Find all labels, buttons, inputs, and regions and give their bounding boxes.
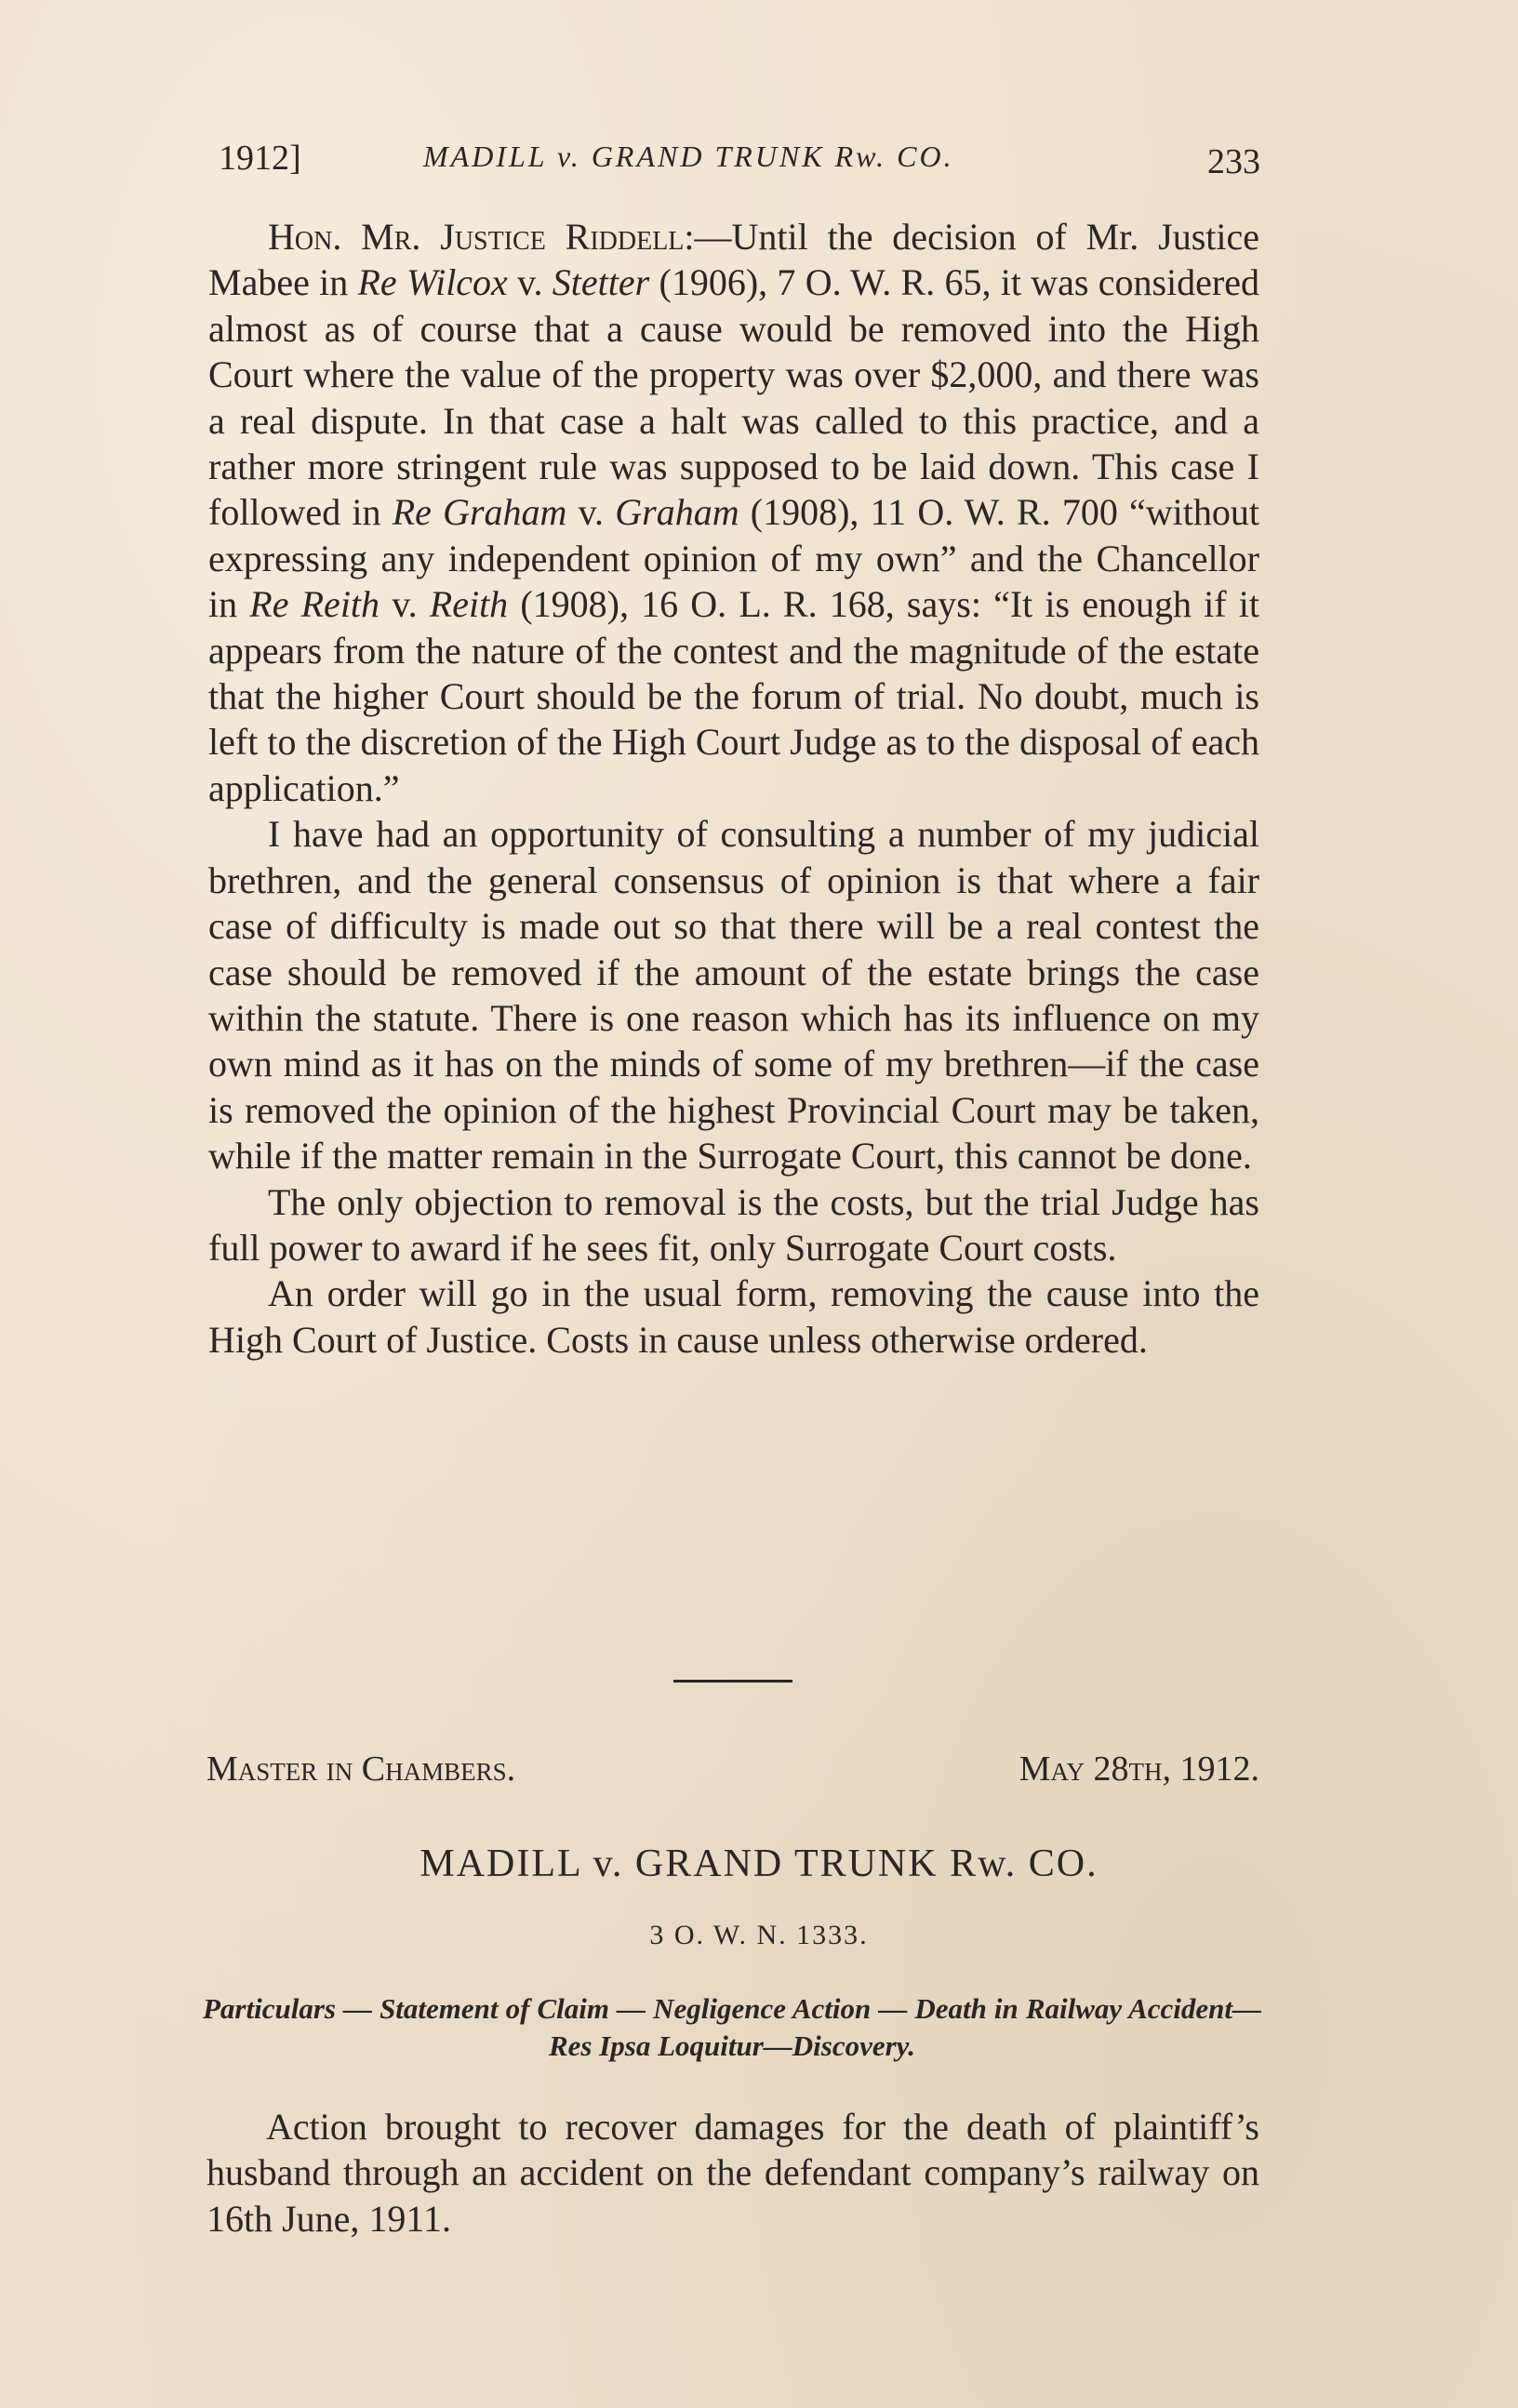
running-head-year: 1912] [219, 139, 301, 178]
headnote: Particulars — Statement of Claim — Negligence Action — Death in Railway Accident—Res Ipsa Loquitur—Discovery. [203, 1992, 1261, 2062]
opinion-paragraph-4: An order will go in the usual form, removing the cause into the High Court of Justice. Costs in cause unless otherwise ordered. [208, 1272, 1259, 1361]
running-head-title: MADILL v. GRAND TRUNK Rw. CO. [423, 140, 954, 173]
text-run: v. [566, 491, 616, 534]
case-name: Stetter [552, 261, 650, 304]
opinion-paragraph-2: I have had an opportunity of consulting a number of my judicial brethren, and the general consensus of opinion is that where a fair case of difficulty is made out so that there will be a real contest the case should be removed if the amount of the estate brings the case within the statute. There is one reason which has its influence on my own mind as it has on the minds of some of my brethren—if the case is removed the opinion of the highest Provincial Court may be taken, while if the matter remain in the Surrogate Court, this cannot be done. [208, 813, 1259, 1177]
case-name: Graham [615, 491, 739, 534]
opinion-paragraph-1 [208, 214, 1259, 811]
case-name: Re Reith [249, 583, 380, 626]
case-title: MADILL v. GRAND TRUNK Rw. CO. [419, 1843, 1099, 1885]
text-run: (1908), 11 O. W. R. 700 “without expressing any independent opinion of my own” and the Chancellor in [208, 491, 1260, 626]
judge-name: Hon. Mr. Justice Riddell [268, 216, 685, 258]
opinion-paragraph-3: The only objection to removal is the costs, but the trial Judge has full power to award if he sees fit, only Surrogate Court costs. [208, 1180, 1259, 1269]
case-name: Reith [429, 583, 509, 626]
text-run: (1908), 16 O. L. R. 168, says: “It is enough if it appears from the nature of the contest and the magnitude of the estate that the higher Court should be the forum of trial. No doubt, much is left to the discretion of the High Court Judge as to the disposal of each application.” [208, 583, 1259, 809]
text-run: (1906), 7 O. W. R. 65, it was considered almost as of course that a cause would be removed into the High Court where the value of the property was over $2,000, and there was a real dispute. In that case a halt was called to this practice, and a rather more stringent rule was supposed to be laid down. This case I followed in [208, 261, 1259, 534]
text-run: :—Until the decision of Mr. Justice Mabee in [208, 216, 1259, 304]
text-run: v. [507, 261, 553, 304]
court-name: Master in Chambers. [206, 1749, 516, 1789]
text-run: v. [380, 583, 430, 626]
case-citation: 3 O. W. N. 1333. [649, 1920, 869, 1950]
running-head [209, 138, 1260, 193]
case-name: Re Wilcox [357, 261, 508, 304]
page-number: 233 [1207, 142, 1260, 181]
case-name: Re Graham [392, 491, 567, 534]
action-paragraph: Action brought to recover damages for the death of plaintiff’s husband through an accident on the defendant company’s railway on 16th June, 1911. [206, 2106, 1259, 2240]
action-summary [206, 2104, 1259, 2242]
section-divider [673, 1680, 792, 1683]
decision-date: May 28th, 1912. [1019, 1749, 1259, 1789]
opinion-text [208, 214, 1259, 1363]
